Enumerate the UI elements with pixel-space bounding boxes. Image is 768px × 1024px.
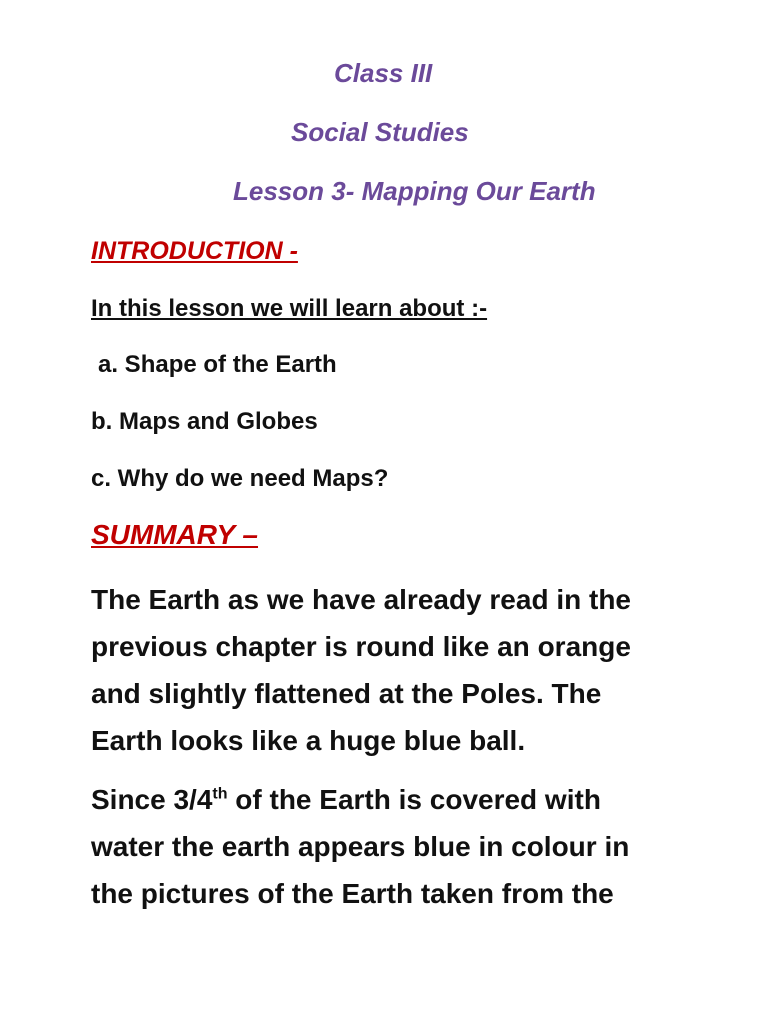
fraction-text: Since 3/4 [91, 784, 213, 815]
ordinal-superscript: th [212, 785, 228, 803]
summary-paragraph-2-line [91, 776, 691, 823]
summary-paragraph-2 [91, 776, 691, 917]
summary-paragraph-2-line: water the earth appears blue in colour in [91, 831, 630, 862]
class-title: Class III [334, 58, 433, 88]
summary-paragraph-1-line: Earth looks like a huge blue ball. [91, 725, 526, 756]
summary-paragraph-1-line: The Earth as we have already read in the [91, 584, 631, 615]
topic-item-b: b. Maps and Globes [91, 408, 318, 435]
topic-item-c: c. Why do we need Maps? [91, 465, 389, 492]
summary-paragraph-1-line: and slightly flattened at the Poles. The [91, 678, 602, 709]
summary-paragraph-1-line: previous chapter is round like an orange [91, 631, 631, 662]
topic-item-a: a. Shape of the Earth [98, 351, 337, 378]
lesson-title: Lesson 3- Mapping Our Earth [233, 176, 596, 206]
subject-title: Social Studies [291, 117, 469, 147]
summary-paragraph-1 [91, 576, 691, 764]
introduction-label: INTRODUCTION - [91, 237, 298, 265]
summary-paragraph-2-line: the pictures of the Earth taken from the [91, 878, 614, 909]
learn-about-heading: In this lesson we will learn about :- [91, 295, 488, 322]
covered-text: of the Earth is covered with [227, 784, 601, 815]
summary-label: SUMMARY – [91, 519, 259, 550]
